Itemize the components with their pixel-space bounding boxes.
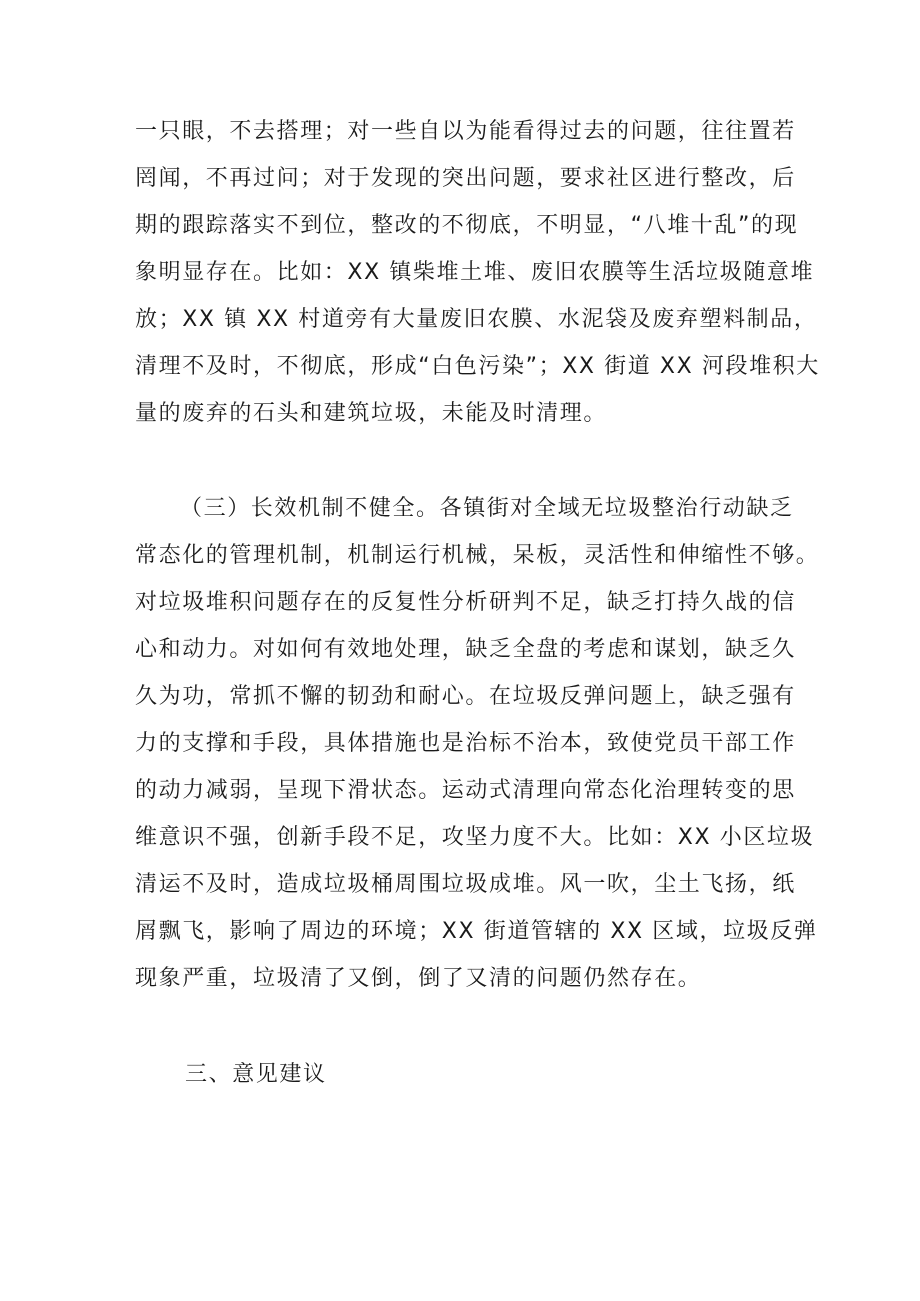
text-line: 一只眼，不去搭理；对一些自以为能看得过去的问题，往往置若: [135, 119, 796, 144]
text-line: 屑飘飞，影响了周边的环境；XX 街道管辖的 XX 区域，垃圾反弹: [135, 919, 818, 944]
text-line: 放；XX 镇 XX 村道旁有大量废旧农膜、水泥袋及废弃塑料制品，: [135, 307, 818, 332]
text-line: （三）长效机制不健全。各镇街对全域无垃圾整治行动缺乏: [180, 496, 794, 521]
text-line: 现象严重，垃圾清了又倒，倒了又清的问题仍然存在。: [135, 966, 702, 991]
text-line: 心和动力。对如何有效地处理，缺乏全盘的考虑和谋划，缺乏久: [135, 637, 796, 662]
text-line: 期的跟踪落实不到位，整改的不彻底，不明显，“八堆十乱”的现: [135, 213, 799, 238]
text-line: 维意识不强，创新手段不足，攻坚力度不大。比如：XX 小区垃圾: [135, 825, 815, 850]
section-heading: 三、意见建议: [185, 1062, 327, 1087]
text-line: 久为功，常抓不懈的韧劲和耐心。在垃圾反弹问题上，缺乏强有: [135, 684, 796, 709]
text-line: 罔闻，不再过问；对于发现的突出问题，要求社区进行整改，后: [135, 166, 796, 191]
text-line: 的动力减弱，呈现下滑状态。运动式清理向常态化治理转变的思: [135, 778, 796, 803]
text-line: 量的废弃的石头和建筑垃圾，未能及时清理。: [135, 401, 608, 426]
text-line: 清运不及时，造成垃圾桶周围垃圾成堆。风一吹，尘土飞扬，纸: [135, 872, 796, 897]
text-line: 清理不及时，不彻底，形成“白色污染”；XX 街道 XX 河段堆积大: [135, 354, 820, 379]
text-line: 常态化的管理机制，机制运行机械，呆板，灵活性和伸缩性不够。: [135, 543, 820, 568]
text-line: 象明显存在。比如：XX 镇柴堆土堆、废旧农膜等生活垃圾随意堆: [135, 260, 815, 285]
text-line: 对垃圾堆积问题存在的反复性分析研判不足，缺乏打持久战的信: [135, 590, 796, 615]
text-line: 力的支撑和手段，具体措施也是治标不治本，致使党员干部工作: [135, 731, 796, 756]
